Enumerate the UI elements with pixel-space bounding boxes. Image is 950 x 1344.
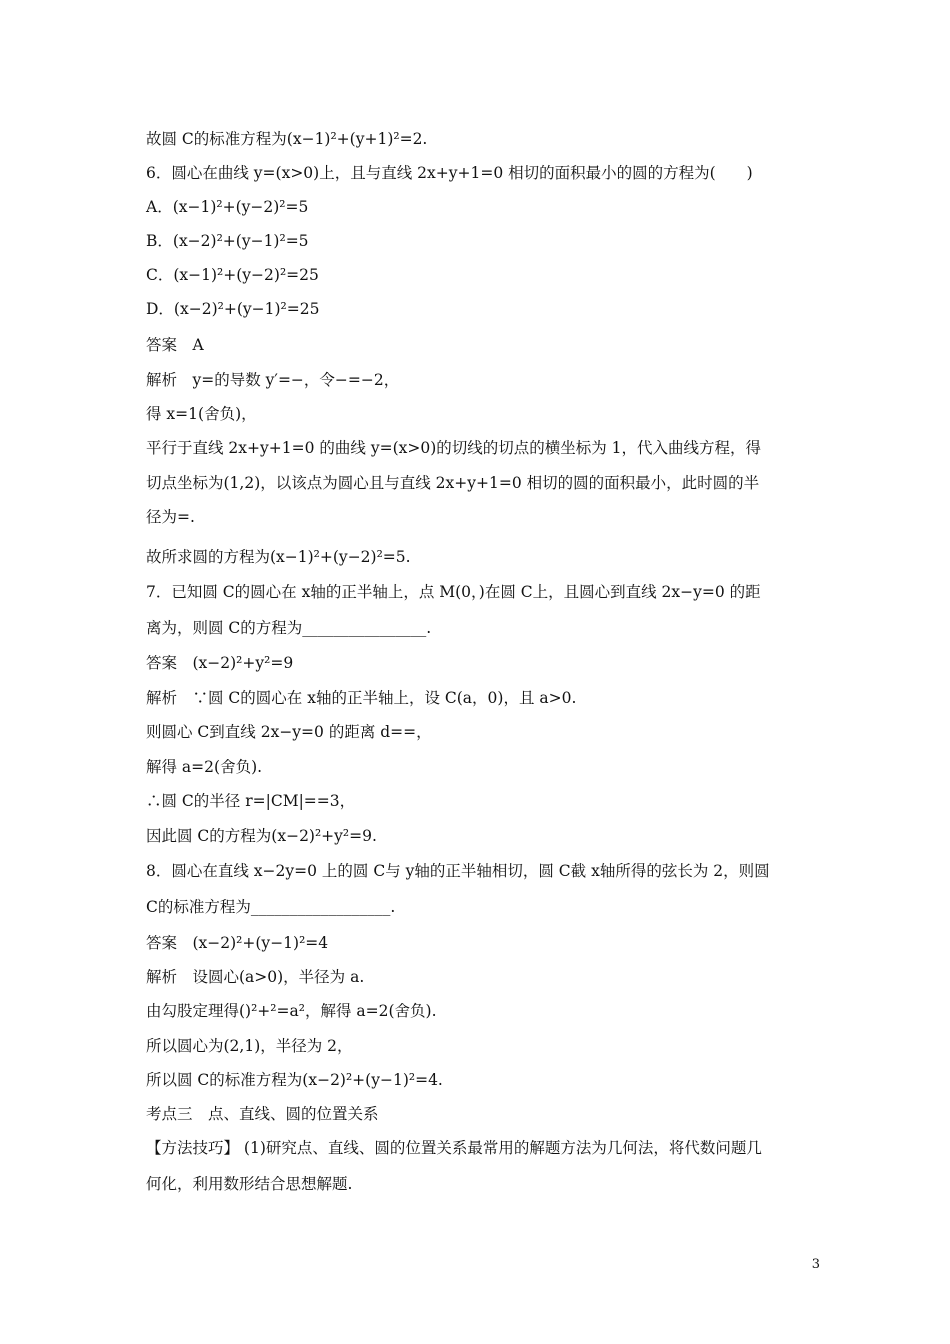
question-8-stem-cont: C的标准方程为__________________.: [146, 898, 396, 916]
analysis-line: 解析 y=的导数 y′=−，令−=−2，: [146, 371, 400, 389]
question-6-stem: 6．圆心在曲线 y=(x>0)上，且与直线 2x+y+1=0 相切的面积最小的圆的方程为( ): [146, 164, 753, 182]
text-line: 得 x=1(舍负)，: [146, 405, 257, 423]
answer-line: 答案 (x−2)²+(y−1)²=4: [146, 934, 329, 952]
option-b: B．(x−2)²+(y−1)²=5: [146, 232, 309, 250]
text-line: 因此圆 C的方程为(x−2)²+y²=9.: [146, 827, 377, 845]
text-line: 故所求圆的方程为(x−1)²+(y−2)²=5.: [146, 548, 411, 566]
question-7-stem-cont: 离为，则圆 C的方程为________________.: [146, 619, 432, 637]
text-line: 所以圆心为(2,1)，半径为 2，: [146, 1037, 353, 1055]
question-8-stem: 8．圆心在直线 x−2y=0 上的圆 C与 y轴的正半轴相切，圆 C截 x轴所得的弦长为 2，则圆: [146, 862, 770, 880]
text-line: 解得 a=2(舍负).: [146, 758, 263, 776]
analysis-line: 解析 ∵圆 C的圆心在 x轴的正半轴上，设 C(a，0)，且 a>0.: [146, 689, 577, 707]
analysis-line: 解析 设圆心(a>0)，半径为 a.: [146, 968, 365, 986]
text-line: 故圆 C的标准方程为(x−1)²+(y+1)²=2.: [146, 130, 428, 148]
text-line: 径为=.: [146, 508, 195, 526]
text-line: ∴圆 C的半径 r=|CM|==3，: [146, 792, 356, 810]
method-tip: 【方法技巧】 (1)研究点、直线、圆的位置关系最常用的解题方法为几何法，将代数问题几: [146, 1139, 762, 1157]
text-line: 平行于直线 2x+y+1=0 的曲线 y=(x>0)的切线的切点的横坐标为 1，代入曲线方程，得: [146, 439, 762, 457]
option-d: D．(x−2)²+(y−1)²=25: [146, 300, 320, 318]
answer-line: 答案 (x−2)²+y²=9: [146, 654, 294, 672]
text-line: 则圆心 C到直线 2x−y=0 的距离 d==，: [146, 723, 432, 741]
section-heading: 考点三 点、直线、圆的位置关系: [146, 1105, 379, 1123]
page-number: 3: [811, 1257, 820, 1272]
text-line: 由勾股定理得()²+²=a²，解得 a=2(舍负).: [146, 1002, 437, 1020]
text-line: 所以圆 C的标准方程为(x−2)²+(y−1)²=4.: [146, 1071, 443, 1089]
option-a: A．(x−1)²+(y−2)²=5: [146, 198, 309, 216]
text-line: 切点坐标为(1,2)，以该点为圆心且与直线 2x+y+1=0 相切的圆的面积最小，此时圆的半: [146, 474, 760, 492]
answer-line: 答案 A: [146, 336, 204, 354]
method-tip-cont: 何化，利用数形结合思想解题.: [146, 1175, 353, 1193]
question-7-stem: 7．已知圆 C的圆心在 x轴的正半轴上，点 M(0，)在圆 C上，且圆心到直线 2x−y=0 的距: [146, 583, 761, 601]
option-c: C．(x−1)²+(y−2)²=25: [146, 266, 319, 284]
